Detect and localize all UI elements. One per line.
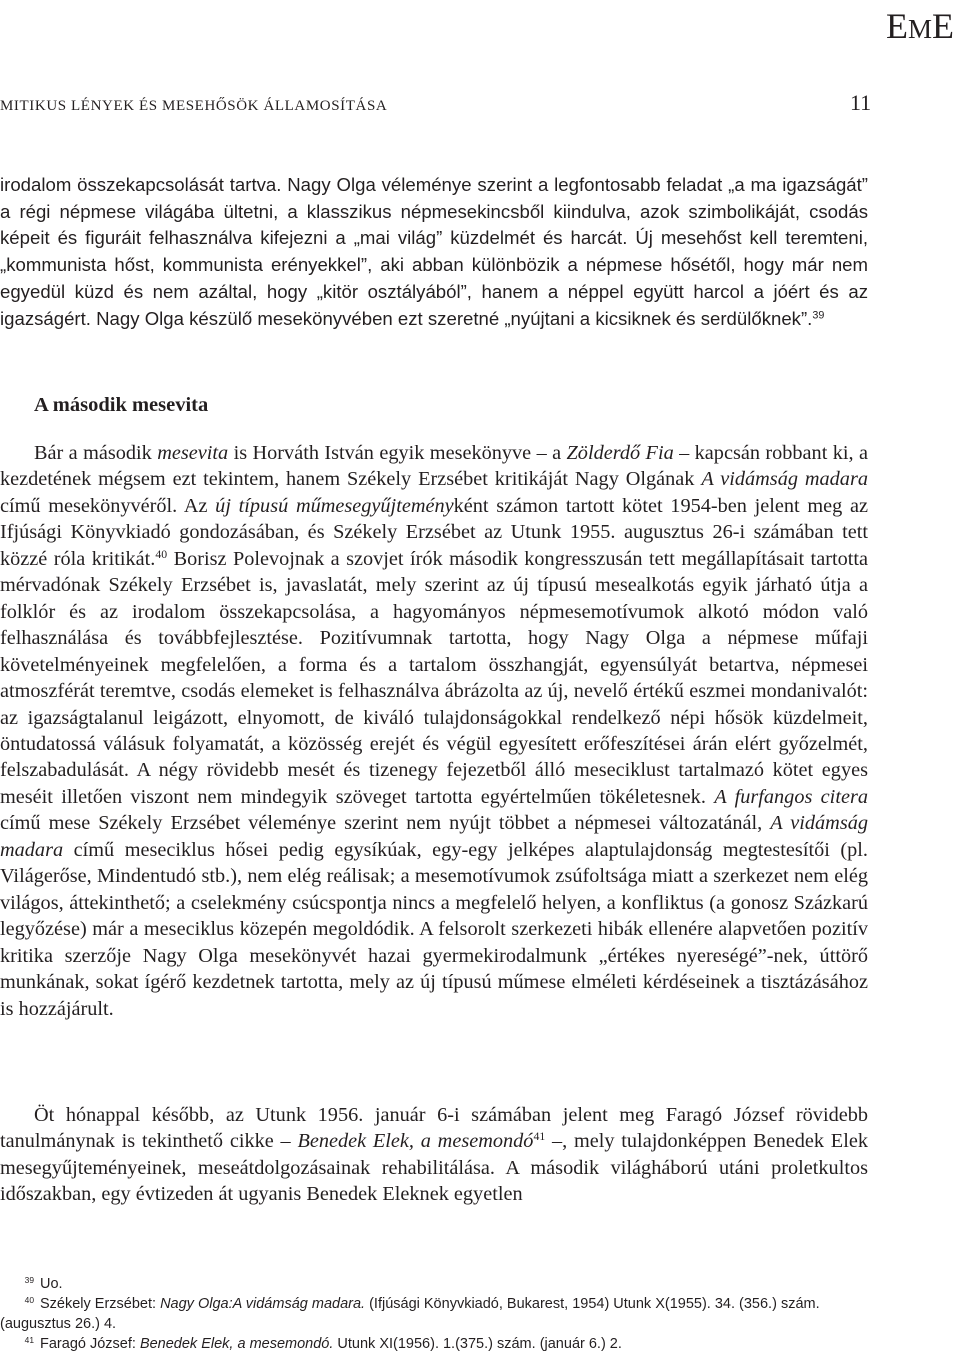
paragraph-3: Öt hónappal később, az Utunk 1956. január 6-i számában jelent meg Faragó József rövidebb tanulmánynak is tekinthető cikke – Benedek Elek, a mesemondó$^{41}$ –, mely tulajdonképpen Benedek Elek mesegyűjteményeinek, meseátdolgozásainak rehabilitálása. A második világháború utáni proletkultos időszakban, egy évtizeden át ugyanis Benedek Eleknek egyetlen [0,1104,868,1206]
footnote-41: $^{41}$ Faragó József: Benedek Elek, a mesemondó. Utunk XI(1956). 1.(375.) szám. (január 6.) 2. [24,1334,622,1352]
footnote-40: $^{40}$ Székely Erzsébet: Nagy Olga:A vidámság madara. (Ifjúsági Könyvkiadó, Bukarest, 1954) Utunk X(1955). 34. (356.) szám. (augusztus 26.) 4. [0,1294,820,1332]
running-title: MITIKUS LÉNYEK ÉS MESEHŐSÖK ÁLLAMOSÍTÁSA [0,98,388,114]
journal-logo: EME [885,6,954,46]
footnote-ref-39[interactable]: 39 [812,309,825,322]
footnote-ref-41[interactable]: 41 [533,1130,546,1144]
paragraph-2: Bár a második mesevita is Horváth István egyik mesekönyve – a Zölderdő Fia – kapcsán robbant ki, a kezdetének mégsem ezt tekintem, hanem Székely Erzsébet kritikáját Nagy Olgának A vidámság madara című mesekönyvéről. Az új típusú műmesegyűjteményként számon tartott kötet 1954-ben jelent meg az Ifjúsági Könyvkiadó gondozásában, és Székely Erzsébet az Utunk 1955. augusztus 26-i számában tett közzé róla kritikát.$^{40}$ Borisz Polevojnak a szovjet írók második kongresszusán tett megállapításait tartotta mérvadónak Székely Erzsébet is, javaslatát, mely szerint az új típusú mesealkotás egyik járható útja a folklór és az irodalom összekapcsolása, a hagyományos népmesemotívumok alkotó módon való felhasználása és továbbfejlesztése. Pozitívumnak tartotta, hogy Nagy Olga a népmese műfaji követelményeinek megfelelően, a forma és a tartalom összhangját, egyensúlyát betartva, népmesei atmoszférát teremtve, csodás elemeket is felhasználva ábrázolta az új, nevelő értékű eszmei mondanivalót: az igazságtalanul leigázott, elnyomott, de kiváló tulajdonságokkal rendelkező népi hősök küzdelmeit, öntudatossá válásuk folyamatát, a közösség erejét és végül egyesített erőfeszítései árán elért győzelmét, felszabadulását. A négy rövidebb mesét és tizenegy fejezetből álló meseciklust tartalmazó kötet egyes meséit illetően viszont nem mindegyik szöveget tartotta egyértelműen tökéletesnek. A furfangos citera című mese Székely Erzsébet véleménye szerint nem nyújt többet a népmesei változatánál, A vidámság madara című meseciklus hősei pedig egysíkúak, egy-egy jelképes alaptulajdonság megtestesítői (pl. Világerőse, Mindentudó stb.), nem elég reálisak; a mesemotívumok zsúfoltsága miatt a szerkezet nem elég világos, áttekinthető; a cselekmény csúcspontja nincs a megfelelő helyen, a konfliktus (a gonosz Százkarú legyőzése) már a meseciklus közepén megoldódik. A felsorolt szerkezeti hibák ellenére alapvetően pozitív kritika szerzője Nagy Olga mesekönyvét hazai gyermekirodalmunk „értékes nyereségé”-nek, úttörő munkának, sokat ígérő kezdetnek tartotta, mely az új típusú műmese elméleti kérdéseinek a tisztázásához is hozzájárult. [0,442,868,1020]
footnote-39: $^{39}$ Uo. [24,1274,63,1292]
footnote-ref-40[interactable]: 40 [155,547,168,561]
page-number: 11 [850,90,872,115]
paragraph-1: irodalom összekapcsolását tartva. Nagy Olga véleménye szerint a legfontosabb feladat „a ma igazságát” a régi népmese világába ültetni, a klasszikus népmesekincsből kiindulva, azok szimbolikáját, csodás képeit és figuráit felhasználva kifejezni a „mai világ” küzdelmét és harcát. Új mesehőst kell teremteni, „kommunista hőst, kommunista erényekkel”, aki abban különbözik a népmese hősétől, hogy már nem egyedül küzd és nem azáltal, hogy „kitör osztályából”, hanem a néppel együtt harcol a jóért és az igazságért. Nagy Olga készülő mesekönyvében ezt szeretné „nyújtani a kicsiknek és serdülőknek”.$^{39}$ [0,174,868,329]
section-heading: A második mesevita [34,394,209,416]
